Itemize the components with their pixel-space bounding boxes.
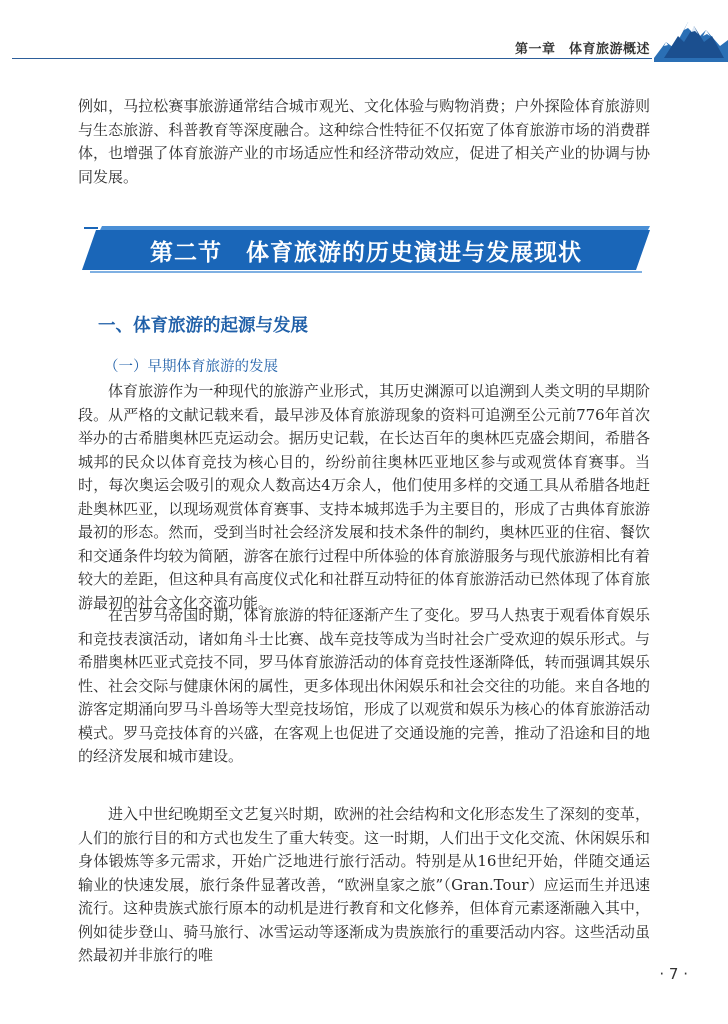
section-number: 第二节: [150, 238, 222, 266]
header-rule: [12, 58, 652, 59]
body-paragraph: 在古罗马帝国时期，体育旅游的特征逐渐产生了变化。罗马人热衷于观看体育娱乐和竞技表演活动，诸如角斗士比赛、战车竞技等成为当时社会广受欢迎的娱乐形式。与希腊奥林匹亚式竞技不同，罗马体育旅游活动的体育竞技性逐渐降低，转而强调其娱乐性、社会交际与健康休闲的属性，更多体现出休闲娱乐和社会交往的功能。来自各地的游客定期涌向罗马斗兽场等大型竞技场馆，形成了以观赏和娱乐为核心的体育旅游活动模式。罗马竞技体育的兴盛，在客观上也促进了交通设施的完善，推动了沿途和目的地的经济发展和城市建设。: [78, 606, 650, 765]
heading-level-2: （一）早期体育旅游的发展: [104, 359, 278, 375]
section-title: [82, 226, 650, 274]
heading-level-1: 一、体育旅游的起源与发展: [98, 316, 308, 336]
body-paragraph: 体育旅游作为一种现代的旅游产业形式，其历史渊源可以追溯到人类文明的早期阶段。从严格的文献记载来看，最早涉及体育旅游现象的资料可追溯至公元前776年首次举办的古希腊奥林匹克运动会。据历史记载，在长达百年的奥林匹克盛会期间，希腊各城邦的民众以体育竞技为核心目的，纷纷前往奥林匹亚地区参与或观赏体育赛事。当时，每次奥运会吸引的观众人数高达4万余人，他们使用多样的交通工具从希腊各地赶赴奥林匹亚，以现场观赏体育赛事、支持本城邦选手为主要目的，形成了古典体育旅游最初的形态。然而，受到当时社会经济发展和技术条件的制约，奥林匹亚的住宿、餐饮和交通条件均较为简陋，游客在旅行过程中所体验的体育旅游服务与现代旅游相比有着较大的差距，但这种具有高度仪式化和社群互动特征的体育旅游活动已然体现了体育旅游最初的社会文化交流功能。: [78, 382, 650, 612]
page-number: · 7 ·: [659, 965, 688, 983]
chapter-title: 第一章 体育旅游概述: [514, 42, 650, 57]
intro-paragraph: 例如，马拉松赛事旅游通常结合城市观光、文化体验与购物消费；户外探险体育旅游则与生态旅游、科普教育等深度融合。这种综合性特征不仅拓宽了体育旅游市场的消费群体，也增强了体育旅游产业的市场适应性和经济带动效应，促进了相关产业的协调与协同发展。: [78, 97, 650, 186]
section-name: 体育旅游的历史演进与发展现状: [246, 238, 582, 266]
mountain-icon: [654, 12, 728, 62]
page-header: [0, 0, 728, 64]
section-banner: [82, 226, 650, 274]
body-paragraph: 进入中世纪晚期至文艺复兴时期，欧洲的社会结构和文化形态发生了深刻的变革，人们的旅行目的和方式也发生了重大转变。这一时期，人们出于文化交流、休闲娱乐和身体锻炼等多元需求，开始广泛地进行旅行活动。特别是从16世纪开始，伴随交通运输业的快速发展，旅行条件显著改善，“欧洲皇家之旅”（Gran.Tour）应运而生并迅速流行。这种贵族式旅行原本的动机是进行教育和文化修养，但体育元素逐渐融入其中，例如徒步登山、骑马旅行、冰雪运动等逐渐成为贵族旅行的重要活动内容。这些活动虽然最初并非旅行的唯: [78, 805, 650, 964]
